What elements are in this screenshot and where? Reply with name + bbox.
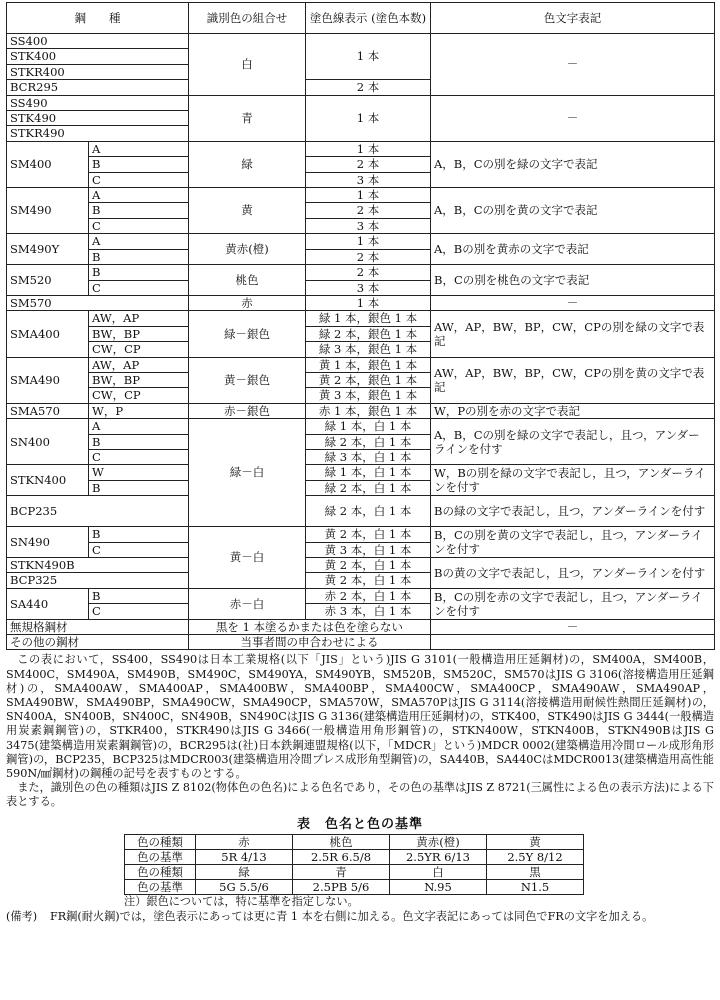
grade-cell: SS490 (7, 95, 189, 110)
paint-lines-cell: 1 本 (306, 188, 431, 203)
row-label: 色の種類 (125, 864, 196, 879)
color-combo-cell: 黄－銀色 (189, 357, 306, 403)
color-text-cell: Bの緑の文字で表記し，且つ，アンダーラインを付す (431, 496, 715, 527)
color-standard-table (124, 834, 584, 895)
paint-lines-cell: 3 本 (306, 280, 431, 295)
paint-lines-cell: 緑 2 本，白 1 本 (306, 496, 431, 527)
grade-cell: SS400 (7, 34, 189, 49)
table-row (7, 465, 715, 480)
paint-lines-cell: 赤 3 本，白 1 本 (306, 604, 431, 619)
color-table-caption: 表 色名と色の基準 (296, 816, 423, 832)
table-row (7, 34, 715, 49)
subgrade-cell: AW，AP (89, 311, 189, 326)
paint-lines-cell: 赤 2 本，白 1 本 (306, 588, 431, 603)
table-row (7, 265, 715, 280)
table-row (7, 419, 715, 434)
grade-cell: SN490 (7, 527, 89, 558)
grade-cell: STKN400 (7, 465, 89, 496)
subgrade-cell: A (89, 419, 189, 434)
table-row (7, 295, 715, 310)
paint-lines-cell: 1 本 (306, 95, 431, 141)
paint-lines-cell: 1 本 (306, 295, 431, 310)
header-paint-lines: 塗色線表示 (塗色本数) (306, 3, 431, 34)
paint-lines-cell: 1 本 (306, 34, 431, 80)
paint-lines-cell: 緑 1 本，白 1 本 (306, 419, 431, 434)
grade-cell: SM490Y (7, 234, 89, 265)
color-text-cell: － (431, 34, 715, 96)
grade-cell: SMA400 (7, 311, 89, 357)
table-row (125, 834, 584, 849)
color-combo-cell: 緑－白 (189, 419, 306, 527)
subgrade-cell: B (89, 434, 189, 449)
paint-lines-cell: 2 本 (306, 157, 431, 172)
color-text-cell: A，B，Cの別を緑の文字で表記 (431, 141, 715, 187)
table-row (7, 141, 715, 156)
paint-lines-cell: 緑 3 本，白 1 本 (306, 449, 431, 464)
remark-label: (備考) (6, 909, 38, 923)
subgrade-cell: B (89, 265, 189, 280)
paint-lines-cell: 1 本 (306, 234, 431, 249)
header-color-combination: 識別色の組合せ (189, 3, 306, 34)
color-name-cell: 桃色 (293, 834, 390, 849)
color-text-cell: － (431, 295, 715, 310)
grade-cell: SA440 (7, 588, 89, 619)
color-name-cell: 青 (293, 864, 390, 879)
color-standard-cell: N1.5 (487, 879, 584, 894)
color-combo-cell: 黄 (189, 188, 306, 234)
table-row (125, 879, 584, 894)
table-row (7, 95, 715, 110)
subgrade-cell: A (89, 188, 189, 203)
color-text-cell: B，Cの別を黄の文字で表記し，且つ，アンダーラインを付す (431, 527, 715, 558)
grade-cell: BCR295 (7, 80, 189, 95)
paint-lines-cell: 緑 2 本，白 1 本 (306, 434, 431, 449)
grade-cell: BCP235 (7, 496, 189, 527)
subgrade-cell: C (89, 604, 189, 619)
table-row (7, 619, 715, 634)
color-text-cell: － (431, 95, 715, 141)
subgrade-cell: BW，BP (89, 326, 189, 341)
grade-cell: SMA570 (7, 403, 89, 418)
color-combo-cell: 赤 (189, 295, 306, 310)
color-combo-cell: 黄赤(橙) (189, 234, 306, 265)
paint-lines-cell: 緑 1 本，白 1 本 (306, 465, 431, 480)
color-combo-cell: 黄－白 (189, 527, 306, 589)
color-text-cell (431, 635, 715, 650)
row-label: 色の種類 (125, 834, 196, 849)
document-page (6, 0, 714, 924)
subgrade-cell: BW，BP (89, 372, 189, 387)
color-standard-cell: 2.5YR 6/13 (390, 849, 487, 864)
paint-lines-cell: 2 本 (306, 203, 431, 218)
note-paragraph: この表において，SS400，SS490は日本工業規格(以下「JIS」という)JIS G 3101(一般構造用圧延鋼材)の，SM400A，SM400B，SM400C，SM490A，SM490B，SM490C，SM490YA，SM490YB，SM520B，SM520C，SM570はJIS G 3106(溶接構造用圧延鋼材)の，SMA400AW，SMA400AP，SMA400BW，SMA400BP，SMA400CW，SMA400CP，SMA490AW，SMA490AP，SMA490BW，SMA490BP，SMA490CW，SMA490CP，SMA570W，SMA570PはJIS G 3114(溶接構造用耐候性熱間圧延鋼材)の，SN400A，SN400B，SN400C，SN490B，SN490CはJIS G 3136(建築構造用圧延鋼材)の，STK400，STK490はJIS G 3444(一般構造用炭素鋼鋼管)の，STKR400，STKR490はJIS G 3466(一般構造用角形鋼管)の，STKN400W，STKN400B，STKN490BはJIS G 3475(建築構造用炭素鋼鋼管)の，BCR295は(社)日本鉄鋼連盟規格(以下，「MDCR」という)MDCR 0002(建築構造用冷間ロール成形角形鋼管)の，BCP235，BCP325はMDCR003(建築構造用冷間プレス成形角型鋼管)の，SA440B，SA440CはMDCR0013(建築構造用高性能590N/㎟鋼材)の鋼種の記号を表すものとする。 (6, 653, 714, 781)
remark-text: FR鋼(耐火鋼)では，塗色表示にあっては更に青 1 本を右側に加える。色文字表記にあっては同色でFRの文字を加える。 (50, 909, 654, 923)
subgrade-cell: B (89, 249, 189, 264)
subgrade-cell: CW，CP (89, 388, 189, 403)
grade-cell: SM400 (7, 141, 89, 187)
paint-lines-cell: 緑 3 本，銀色 1 本 (306, 342, 431, 357)
color-text-cell: Bの黄の文字で表記し，且つ，アンダーラインを付す (431, 558, 715, 589)
grade-cell: STKR490 (7, 126, 189, 141)
table-row (125, 864, 584, 879)
color-name-cell: 黄 (487, 834, 584, 849)
color-text-cell: B，Cの別を赤の文字で表記し，且つ，アンダーラインを付す (431, 588, 715, 619)
header-color-text: 色文字表記 (431, 3, 715, 34)
paint-lines-cell: 緑 1 本，銀色 1 本 (306, 311, 431, 326)
row-label: 色の基準 (125, 849, 196, 864)
paint-lines-cell: 1 本 (306, 141, 431, 156)
subgrade-cell: B (89, 588, 189, 603)
subgrade-cell: A (89, 234, 189, 249)
color-name-cell: 赤 (196, 834, 293, 849)
color-text-cell: W，Bの別を緑の文字で表記し，且つ，アンダーラインを付す (431, 465, 715, 496)
table-header-row (7, 3, 715, 34)
color-standard-cell: 2.5Y 8/12 (487, 849, 584, 864)
table-row (7, 311, 715, 326)
steel-identification-table (6, 2, 715, 650)
paint-lines-cell: 3 本 (306, 172, 431, 187)
grade-cell: STKR400 (7, 64, 189, 79)
color-name-cell: 白 (390, 864, 487, 879)
subgrade-cell: C (89, 449, 189, 464)
table-row (7, 403, 715, 418)
color-standard-cell: 5G 5.5/6 (196, 879, 293, 894)
color-standard-cell: 2.5R 6.5/8 (293, 849, 390, 864)
color-standard-cell: N.95 (390, 879, 487, 894)
color-text-cell: AW，AP，BW，BP，CW，CPの別を黄の文字で表記 (431, 357, 715, 403)
subgrade-cell: B (89, 527, 189, 542)
paint-lines-cell: 2 本 (306, 80, 431, 95)
color-text-cell: A，Bの別を黄赤の文字で表記 (431, 234, 715, 265)
color-text-cell: AW，AP，BW，BP，CW，CPの別を緑の文字で表記 (431, 311, 715, 357)
grade-cell: SMA490 (7, 357, 89, 403)
grade-cell: SM570 (7, 295, 189, 310)
color-name-cell: 黄赤(橙) (390, 834, 487, 849)
grade-cell: その他の鋼材 (7, 635, 189, 650)
grade-cell: 無規格鋼材 (7, 619, 189, 634)
paint-lines-cell: 黄 1 本，銀色 1 本 (306, 357, 431, 372)
color-combo-cell: 青 (189, 95, 306, 141)
subgrade-cell: B (89, 480, 189, 495)
color-combo-cell: 緑 (189, 141, 306, 187)
row-label: 色の基準 (125, 879, 196, 894)
color-combo-cell: 赤－白 (189, 588, 306, 619)
silver-footnote: 注）銀色については，特に基準を指定しない。 (124, 894, 359, 908)
color-combo-cell: 当事者間の申合わせによる (189, 635, 431, 650)
paint-lines-cell: 黄 2 本，白 1 本 (306, 558, 431, 573)
subgrade-cell: C (89, 172, 189, 187)
grade-cell: SM490 (7, 188, 89, 234)
color-text-cell: B，Cの別を桃色の文字で表記 (431, 265, 715, 296)
paint-lines-cell: 赤 1 本，銀色 1 本 (306, 403, 431, 418)
header-steel-grade: 鋼 種 (7, 3, 189, 34)
paint-lines-cell: 黄 2 本，白 1 本 (306, 573, 431, 588)
color-text-cell: W，Pの別を赤の文字で表記 (431, 403, 715, 418)
grade-cell: BCP325 (7, 573, 189, 588)
fr-steel-remark (6, 910, 714, 924)
paint-lines-cell: 2 本 (306, 249, 431, 264)
color-combo-cell: 白 (189, 34, 306, 96)
paint-lines-cell: 黄 2 本，銀色 1 本 (306, 372, 431, 387)
table-row (7, 527, 715, 542)
subgrade-cell: B (89, 157, 189, 172)
grade-cell: STK400 (7, 49, 189, 64)
subgrade-cell: W，P (89, 403, 189, 418)
color-standard-cell: 2.5PB 5/6 (293, 879, 390, 894)
table-row (125, 849, 584, 864)
subgrade-cell: C (89, 280, 189, 295)
table-row (7, 635, 715, 650)
color-combo-cell: 赤－銀色 (189, 403, 306, 418)
color-text-cell: － (431, 619, 715, 634)
color-name-cell: 緑 (196, 864, 293, 879)
subgrade-cell: C (89, 218, 189, 233)
table-row (7, 496, 715, 527)
color-combo-cell: 黒を 1 本塗るかまたは色を塗らない (189, 619, 431, 634)
subgrade-cell: W (89, 465, 189, 480)
paint-lines-cell: 3 本 (306, 218, 431, 233)
table-row (7, 588, 715, 603)
paint-lines-cell: 緑 2 本，白 1 本 (306, 480, 431, 495)
paint-lines-cell: 緑 2 本，銀色 1 本 (306, 326, 431, 341)
grade-cell: STKN490B (7, 558, 189, 573)
grade-cell: SN400 (7, 419, 89, 465)
table-row (7, 357, 715, 372)
color-text-cell: A，B，Cの別を黄の文字で表記 (431, 188, 715, 234)
subgrade-cell: A (89, 141, 189, 156)
color-text-cell: A，B，Cの別を緑の文字で表記し，且つ，アンダーラインを付す (431, 419, 715, 465)
color-standard-cell: 5R 4/13 (196, 849, 293, 864)
paint-lines-cell: 2 本 (306, 265, 431, 280)
paint-lines-cell: 黄 3 本，銀色 1 本 (306, 388, 431, 403)
grade-cell: SM520 (7, 265, 89, 296)
color-name-cell: 黒 (487, 864, 584, 879)
subgrade-cell: B (89, 203, 189, 218)
table-row (7, 558, 715, 573)
paint-lines-cell: 黄 2 本，白 1 本 (306, 527, 431, 542)
explanatory-note (6, 653, 714, 809)
color-combo-cell: 緑－銀色 (189, 311, 306, 357)
subgrade-cell: AW，AP (89, 357, 189, 372)
grade-cell: STK490 (7, 111, 189, 126)
color-combo-cell: 桃色 (189, 265, 306, 296)
subgrade-cell: C (89, 542, 189, 557)
note-paragraph: また，識別色の色の種類はJIS Z 8102(物体色の色名)による色名であり，その色の基準はJIS Z 8721(三属性による色の表示方法)による下表とする。 (6, 781, 714, 809)
paint-lines-cell: 黄 3 本，白 1 本 (306, 542, 431, 557)
subgrade-cell: CW，CP (89, 342, 189, 357)
table-row (7, 188, 715, 203)
table-row (7, 234, 715, 249)
